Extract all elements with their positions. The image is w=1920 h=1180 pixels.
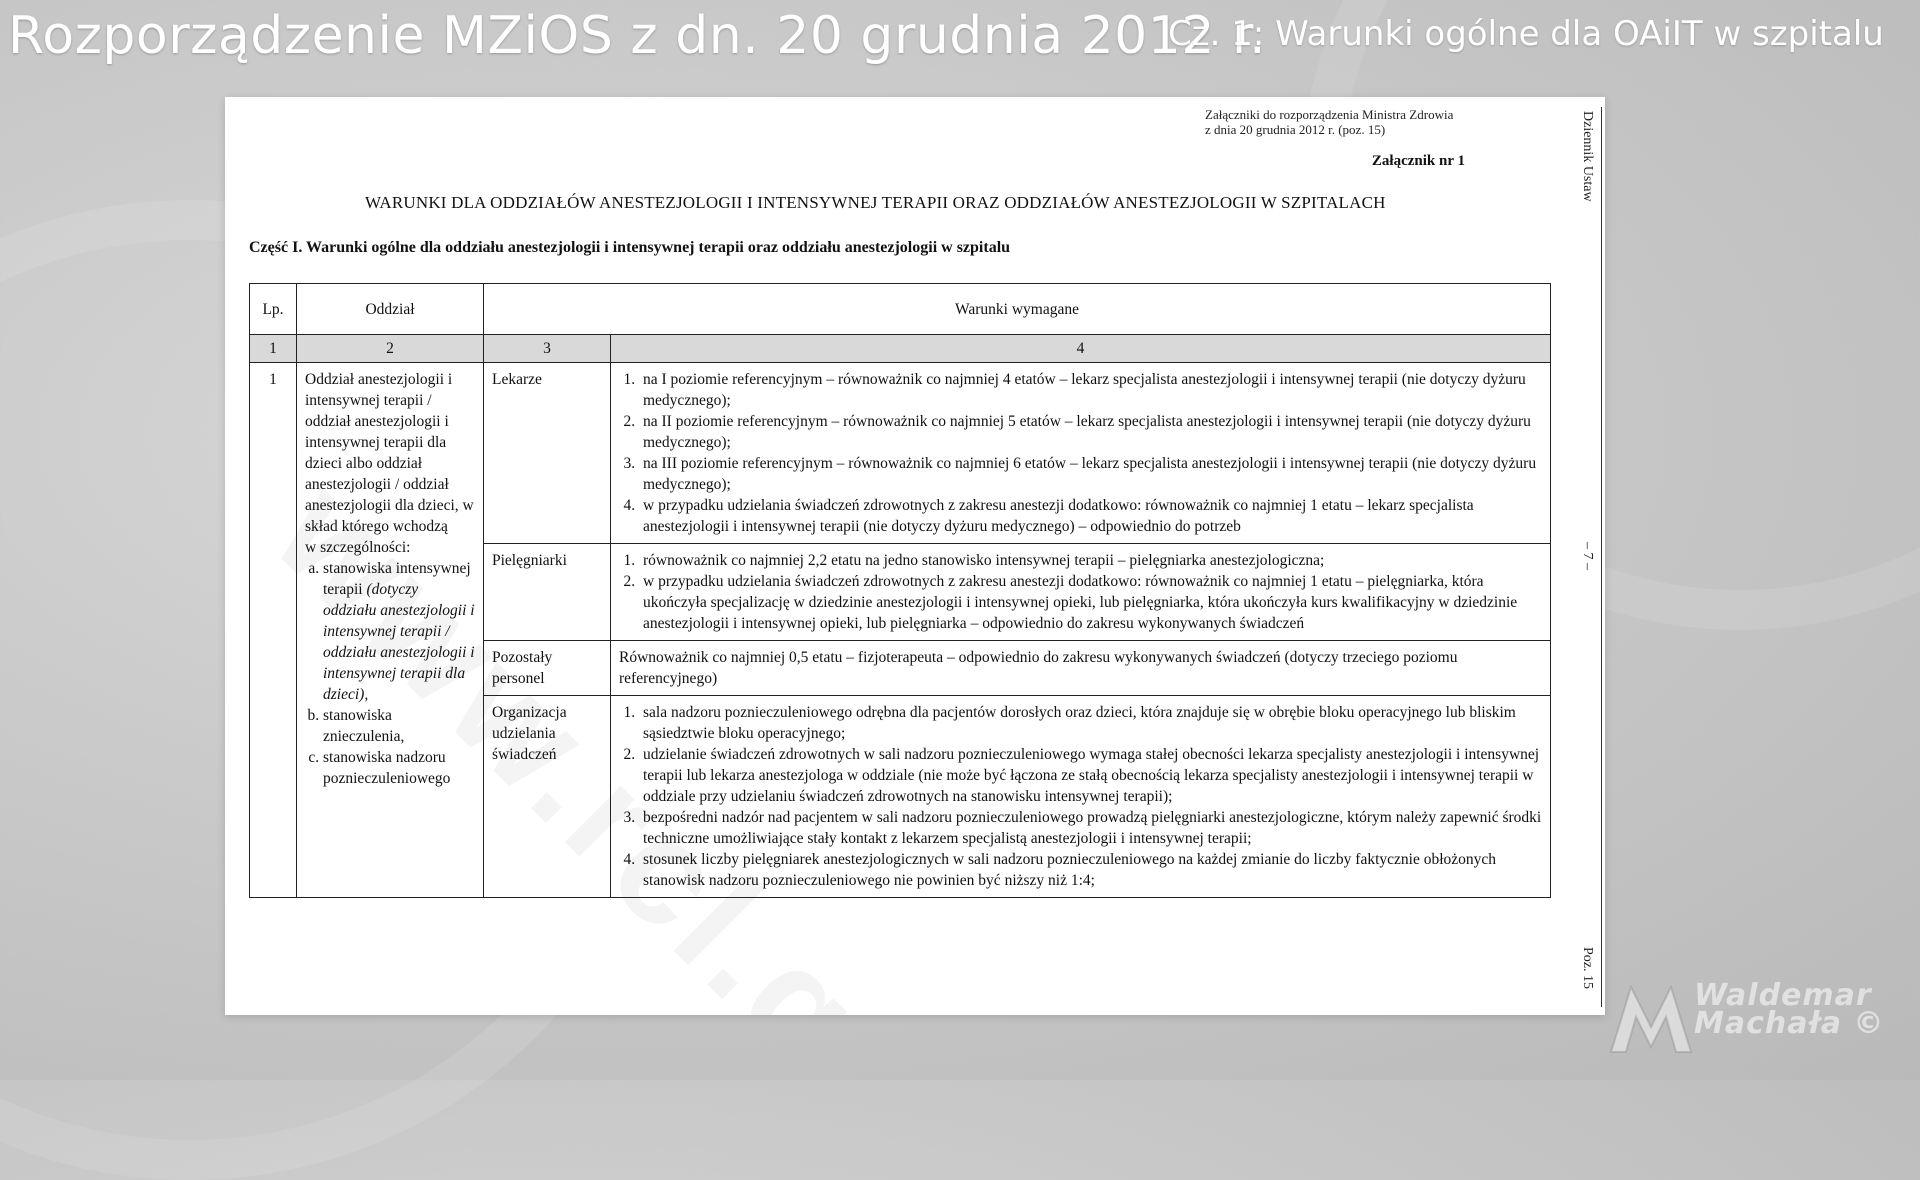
dept-item-note: (dotyczy oddziału anestezjologii i intensywnej terapii / oddziału anestezjologii i intensywnej terapii dla dzieci),	[323, 581, 475, 703]
staff-conditions: Równoważnik co najmniej 0,5 etatu – fizjoterapeuta – odpowiednio do zakresu wykonywanych świadczeń (dotyczy trzeciego poziomu referencyjnego)	[611, 641, 1551, 696]
column-number: 1	[250, 335, 297, 363]
condition-item: 1. na I poziomie referencyjnym – równoważnik co najmniej 4 etatów – lekarz specjalista anestezjologii i intensywnej terapii (nie dotyczy dyżuru medycznego);	[639, 369, 1542, 411]
category-staff: Pozostały personel	[484, 641, 611, 696]
document-title: WARUNKI DLA ODDZIAŁÓW ANESTEZJOLOGII I INTENSYWNEJ TERAPII ORAZ ODDZIAŁÓW ANESTEZJOLOGII W SZPITALACH	[365, 193, 1386, 212]
dept-item-text: stanowiska znieczulenia,	[323, 707, 405, 745]
nurses-conditions	[611, 544, 1551, 641]
journal-label: Dziennik Ustaw	[1580, 111, 1595, 202]
dept-item-b	[323, 705, 475, 747]
condition-item: 2. w przypadku udzielania świadczeń zdrowotnych z zakresu anestezji dodatkowo: równoważnik co najmniej 1 etatu – pielęgniarka, która ukończyła specjalizację w dziedzinie anestezjologii i intensywnej opieki, lub pielęgniarka, która ukończyła kurs kwalifikacyjny w dziedzinie anestezjologii i intensywnej opieki, lub pielęgniarka – odpowiednio do zakresu wykonywanych świadczeń	[639, 571, 1542, 634]
condition-item: 1. równoważnik co najmniej 2,2 etatu na jedno stanowisko intensywnej terapii – pielęgniarka anestezjologiczna;	[639, 550, 1542, 571]
category-organization: Organizacja udzielania świadczeń	[484, 696, 611, 898]
document-page	[225, 97, 1605, 1015]
dept-item-text: stanowiska intensywnej terapii	[323, 560, 471, 598]
annex-note	[1205, 107, 1495, 137]
dept-item-text: stanowiska nadzoru poznieczuleniowego	[323, 749, 451, 787]
header-dept: Oddział	[297, 284, 484, 335]
position-label: Poz. 15	[1580, 947, 1595, 989]
annex-number: Załącznik nr 1	[1371, 153, 1465, 169]
annex-note-line: Załączniki do rozporządzenia Ministra Zdrowia	[1205, 107, 1454, 122]
column-number: 2	[297, 335, 484, 363]
dept-item-a	[323, 558, 475, 705]
header-lp: Lp.	[250, 284, 297, 335]
header-conditions: Warunki wymagane	[484, 284, 1551, 335]
slide-subtitle: Cz. 1: Warunki ogólne dla OAiIT w szpitalu	[1168, 14, 1884, 54]
nurses-list	[619, 550, 1542, 634]
condition-item: 4. w przypadku udzielania świadczeń zdrowotnych z zakresu anestezji dodatkowo: równoważnik co najmniej 1 etatu – lekarz specjalista anestezjologii i intensywnej terapii (nie dotyczy dyżuru medycznego) – odpowiednio do potrzeb	[639, 495, 1542, 537]
part-title: Część I. Warunki ogólne dla oddziału anestezjologii i intensywnej terapii oraz oddziału anestezjologii w szpitalu	[249, 239, 1011, 256]
dept-cell	[297, 363, 484, 898]
category-doctors: Lekarze	[484, 363, 611, 544]
dept-intro: Oddział anestezjologii i intensywnej terapii / oddział anestezjologii i intensywnej terapii dla dzieci albo oddział anestezjologii / oddział anestezjologii dla dzieci, w skład którego wchodzą	[305, 371, 474, 535]
row-lp: 1	[250, 363, 297, 898]
condition-item: 2. na II poziomie referencyjnym – równoważnik co najmniej 5 etatów – lekarz specjalista anestezjologii i intensywnej terapii (nie dotyczy dyżuru medycznego);	[639, 411, 1542, 453]
column-number: 4	[611, 335, 1551, 363]
condition-item: 2. udzielanie świadczeń zdrowotnych w sali nadzoru poznieczuleniowego wymaga stałej obecności lekarza specjalisty anestezjologii i intensywnej terapii lub lekarza anestezjologa w oddziale (nie może być łączona ze stałą obecnością lekarza specjalisty anestezjologii i intensywnej terapii w oddziale przy udzielaniu świadczeń zdrowotnych na stanowisku intensywnej terapii);	[639, 744, 1542, 807]
logo-m-icon	[1606, 972, 1696, 1062]
table-row	[250, 363, 1551, 544]
condition-item: 1. sala nadzoru poznieczuleniowego odrębna dla pacjentów dorosłych oraz dzieci, która znajduje się w obrębie bloku operacyjnego lub bliskim sąsiedztwie bloku operacyjnego;	[639, 702, 1542, 744]
dept-intro2: w szczególności:	[305, 539, 411, 556]
organization-list	[619, 702, 1542, 891]
dept-list	[305, 558, 475, 789]
author-logo	[1606, 972, 1906, 1062]
sidebar-divider	[1601, 107, 1602, 1007]
slide-title: Rozporządzenie MZiOS z dn. 20 grudnia 2012 r.	[8, 6, 1267, 66]
table-number-row	[250, 335, 1551, 363]
page-number: – 7 –	[1580, 542, 1595, 570]
condition-item: 3. na III poziomie referencyjnym – równoważnik co najmniej 6 etatów – lekarz specjalista anestezjologii i intensywnej terapii (nie dotyczy dyżuru medycznego);	[639, 453, 1542, 495]
doctors-list	[619, 369, 1542, 537]
category-nurses: Pielęgniarki	[484, 544, 611, 641]
table-header-row	[250, 284, 1551, 335]
dept-item-c	[323, 747, 475, 789]
logo-text	[1694, 978, 1885, 1041]
condition-item: 4. stosunek liczby pielęgniarek anestezjologicznych w sali nadzoru poznieczuleniowego na każdej zmianie do liczby faktycznie obłożonych stanowisk nadzoru poznieczuleniowego nie powinien być niższy niż 1:4;	[639, 849, 1542, 891]
organization-conditions	[611, 696, 1551, 898]
conditions-table	[249, 283, 1551, 898]
annex-note-line: z dnia 20 grudnia 2012 r. (poz. 15)	[1205, 122, 1386, 137]
doctors-conditions	[611, 363, 1551, 544]
logo-line: Waldemar	[1694, 978, 1872, 1013]
condition-item: 3. bezpośredni nadzór nad pacjentem w sali nadzoru poznieczuleniowego prowadzą pielęgniarki anestezjologiczne, którym należy zapewnić środki techniczne umożliwiające stały kontakt z lekarzem specjalistą anestezjologii i intensywnej terapii;	[639, 807, 1542, 849]
column-number: 3	[484, 335, 611, 363]
logo-line: Machała ©	[1694, 1006, 1885, 1041]
